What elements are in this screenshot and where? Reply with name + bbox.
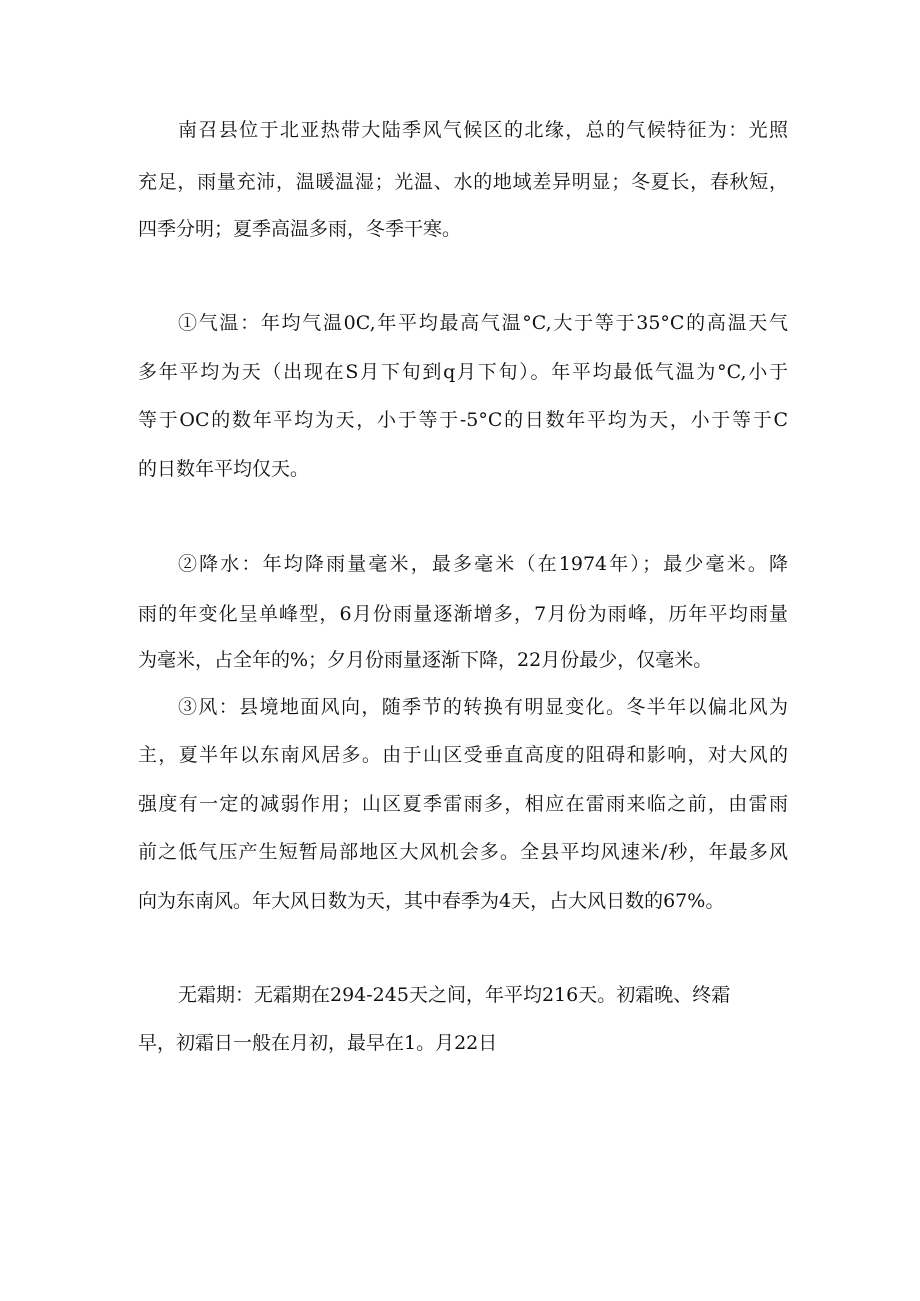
text-line: 无霜期：无霜期在294-245天之间，年平均216天。初霜晚、终霜 xyxy=(178,984,731,1006)
text-line: ①气温：年均气温0C,年平均最高气温°C,大于等于35°C的高温天气 xyxy=(178,312,788,334)
text-line: 的日数年平均仅天。 xyxy=(138,458,310,480)
text-line: 向为东南风。年大风日数为天，其中春季为4天，占大风日数的67%。 xyxy=(138,890,725,912)
text-line: 主，夏半年以东南风居多。由于山区受垂直高度的阻碍和影响，对大风的 xyxy=(138,744,788,766)
text-line: 为毫米，占全年的%；夕月份雨量逐渐下降，22月份最少，仅毫米。 xyxy=(138,649,713,671)
text-line: ②降水：年均降雨量毫米，最多毫米（在1974年）；最少毫米。降 xyxy=(178,553,788,575)
text-line: 等于OC的数年平均为天，小于等于-5°C的日数年平均为天，小于等于C xyxy=(138,409,788,431)
text-line: 充足，雨量充沛，温暖温湿；光温、水的地域差异明显；冬夏长，春秋短， xyxy=(138,171,788,193)
text-line: 早，初霜日一般在月初，最早在1。月22日 xyxy=(138,1032,498,1054)
text-line: 雨的年变化呈单峰型，6月份雨量逐渐增多，7月份为雨峰，历年平均雨量 xyxy=(138,603,788,625)
text-line: 四季分明；夏季高温多雨，冬季干寒。 xyxy=(138,218,462,240)
text-line: 前之低气压产生短暂局部地区大风机会多。全县平均风速米/秒，年最多风 xyxy=(138,841,788,863)
text-line: 强度有一定的减弱作用；山区夏季雷雨多，相应在雷雨来临之前，由雷雨 xyxy=(138,793,788,815)
text-line: 南召县位于北亚热带大陆季风气候区的北缘，总的气候特征为：光照 xyxy=(178,119,788,141)
text-line: 多年平均为天（出现在S月下旬到q月下旬）。年平均最低气温为°C,小于 xyxy=(138,361,788,383)
text-line: ③风：县境地面风向，随季节的转换有明显变化。冬半年以偏北风为 xyxy=(178,696,788,718)
